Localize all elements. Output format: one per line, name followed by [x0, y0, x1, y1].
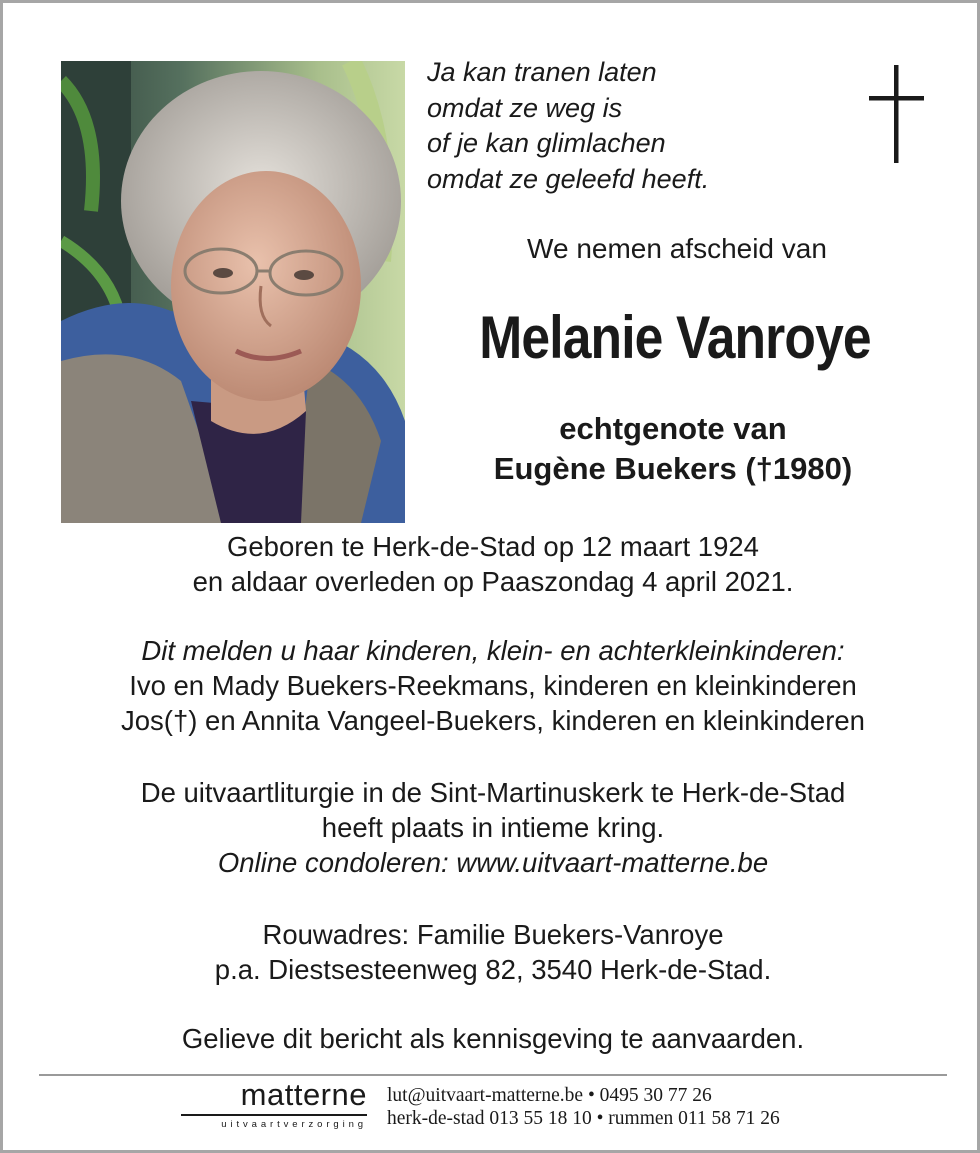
family-line: Ivo en Mady Buekers-Reekmans, kinderen en kleinkinderen [129, 670, 857, 701]
address-line: p.a. Diestsesteenweg 82, 3540 Herk-de-Stad. [214, 954, 772, 985]
cross-icon [867, 65, 927, 163]
logo-underline [181, 1114, 367, 1116]
birth-line: Geboren te Herk-de-Stad op 12 maart 1924 [227, 531, 759, 562]
family-intro: Dit melden u haar kinderen, klein- en achterkleinkinderen: [141, 635, 845, 666]
footer-divider [39, 1074, 947, 1076]
address-line: Rouwadres: Familie Buekers-Vanroye [262, 919, 724, 950]
poem-line: omdat ze weg is [427, 92, 623, 123]
funeral-home-tagline: uitvaartverzorging [221, 1119, 367, 1130]
death-line: en aldaar overleden op Paaszondag 4 april 2021. [192, 566, 794, 597]
liturgy-line: De uitvaartliturgie in de Sint-Martinuskerk te Herk-de-Stad [140, 777, 846, 808]
spouse-label: echtgenote van [559, 411, 787, 446]
spouse-name: Eugène Buekers (†1980) [493, 451, 853, 486]
contact-line-email-phone[interactable]: lut@uitvaart-matterne.be • 0495 30 77 26 [387, 1085, 712, 1106]
portrait-image [61, 61, 405, 523]
notice-text: Gelieve dit bericht als kennisgeving te aanvaarden. [181, 1023, 805, 1054]
farewell-intro: We nemen afscheid van [527, 233, 827, 264]
liturgy-line: heeft plaats in intieme kring. [321, 812, 665, 843]
family-section [23, 633, 963, 738]
online-condolence-link[interactable]: Online condoleren: www.uitvaart-matterne.be [217, 847, 769, 878]
funeral-home-logo: matterne [240, 1077, 367, 1112]
poem-line: Ja kan tranen laten [427, 57, 657, 87]
contact-info [387, 1084, 847, 1130]
family-line: Jos(†) en Annita Vangeel-Buekers, kinderen en kleinkinderen [121, 705, 865, 736]
birth-death-info [23, 529, 963, 599]
deceased-name: Melanie Vanroye [479, 304, 871, 371]
spouse-info [423, 409, 923, 489]
portrait-photo [61, 61, 405, 523]
poem-line: of je kan glimlachen [427, 128, 666, 158]
poem [427, 55, 827, 197]
liturgy-section [23, 775, 963, 880]
poem-line: omdat ze geleefd heeft. [427, 163, 710, 194]
contact-line-phones[interactable]: herk-de-stad 013 55 18 10 • rummen 011 58 71 26 [387, 1108, 780, 1129]
mourning-address [23, 917, 963, 987]
